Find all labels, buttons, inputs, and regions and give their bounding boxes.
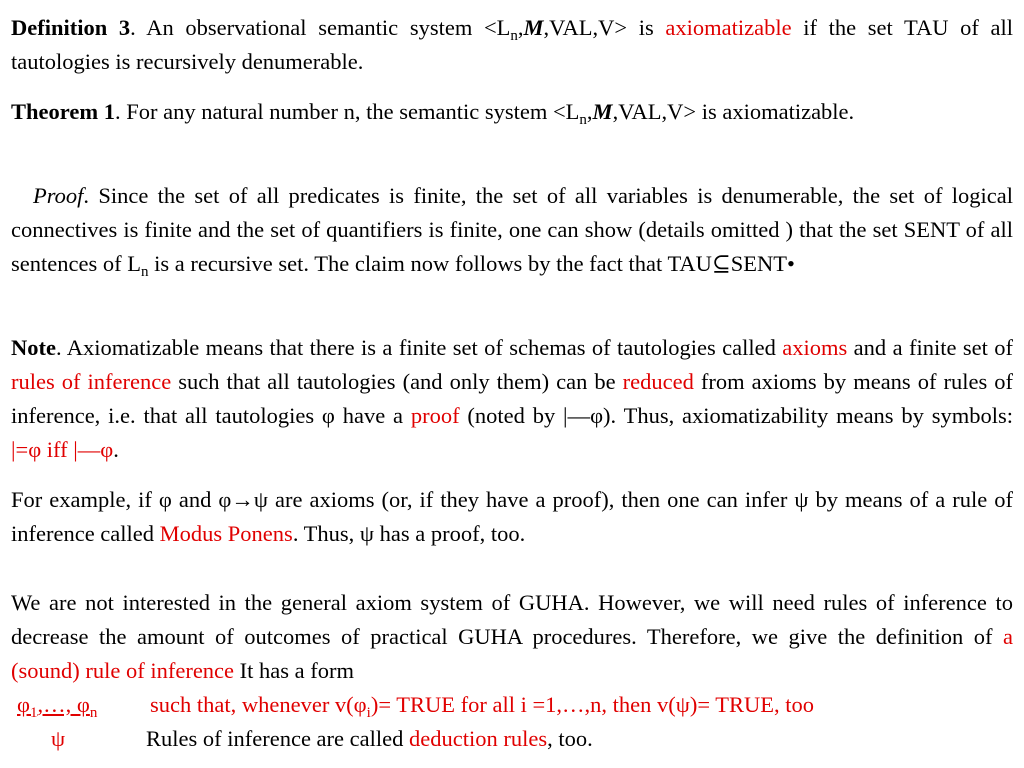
theorem-label: Theorem 1 (11, 99, 115, 124)
theorem-text: , (586, 99, 593, 124)
proof-paragraph (11, 179, 1013, 281)
rule-tail (146, 722, 593, 756)
rule-premise-subscript: 1 (30, 705, 38, 721)
rule-premises (17, 688, 97, 722)
rule-premise-subscript: n (89, 705, 98, 721)
note-paragraph (11, 331, 1013, 467)
guha-text: We are not interested in the general axiom system of GUHA. However, we will need rules of inference to decrease the amount of outcomes of practical GUHA procedures. Therefore, we give the definition of (11, 590, 1013, 649)
example-text: . Thus, ψ has a proof, too. (292, 521, 526, 546)
theorem-paragraph (11, 95, 1013, 129)
proof-text: is a recursive set. The claim now follows by the fact that TAU⊆SENT• (148, 251, 795, 276)
example-highlight-modus-ponens: Modus Ponens (159, 521, 293, 546)
note-text: . Axiomatizable means that there is a finite set of schemas of tautologies called (55, 335, 783, 360)
definition-model-symbol: M (523, 15, 544, 40)
rule-condition-text: such that, whenever v(φ (150, 692, 367, 717)
rule-premise-text: ,…, φ (37, 692, 90, 717)
note-highlight-proof: proof (410, 403, 460, 428)
guha-text: It has a form (234, 658, 354, 683)
theorem-text: . For any natural number n, the semantic system <L (114, 99, 580, 124)
definition-label: Definition 3 (11, 15, 131, 40)
guha-paragraph (11, 586, 1013, 688)
rule-conclusion: ψ (51, 726, 66, 751)
theorem-text: ,VAL,V> is axiomatizable. (612, 99, 855, 124)
note-text: such that all tautologies (and only them) can be (171, 369, 623, 394)
definition-text: . An observational semantic system <L (130, 15, 511, 40)
rule-condition (150, 688, 814, 722)
note-highlight-axioms: axioms (782, 335, 848, 360)
note-highlight-reduced: reduced (622, 369, 694, 394)
definition-text: ,VAL,V> is (543, 15, 666, 40)
definition-text: if the set TAU of all tautologies is recursively denumerable. (11, 15, 1013, 74)
note-label: Note (11, 335, 56, 360)
note-highlight-rules-of-inference: rules of inference (11, 369, 172, 394)
note-text: and a finite set of (847, 335, 1013, 360)
example-text: For example, if φ and φ→ψ are axioms (or, if they have a proof), then one can infer ψ by means of a rule of inference called (11, 487, 1013, 546)
rule-tail-text: , too. (547, 726, 593, 751)
note-text: . (113, 437, 119, 462)
rule-condition-text: )= TRUE for all i =1,…,n, then v(ψ)= TRUE, too (370, 692, 814, 717)
proof-label: Proof (33, 183, 84, 208)
rule-condition-subscript: i (366, 705, 371, 721)
rule-tail-highlight-deduction-rules: deduction rules (408, 726, 548, 751)
proof-text: . Since the set of all predicates is finite, the set of all variables is denumerable, the set of logical connectives is finite and the set of quantifiers is finite, one can show (details omitted ) that the set SENT of all sentences of L (11, 183, 1013, 276)
definition-text: , (517, 15, 524, 40)
note-text: from axioms by means of rules of inference, i.e. that all tautologies φ have a (11, 369, 1013, 428)
rule-tail-text: Rules of inference are called (146, 726, 409, 751)
example-paragraph (11, 483, 1013, 551)
note-highlight-symbols: |=φ iff |—φ (11, 437, 114, 462)
guha-highlight-sound-rule: a (sound) rule of inference (11, 624, 1013, 683)
theorem-subscript: n (579, 112, 587, 128)
theorem-model-symbol: M (592, 99, 613, 124)
definition-paragraph (11, 11, 1013, 79)
definition-highlight-axiomatizable: axiomatizable (665, 15, 792, 40)
definition-subscript: n (510, 28, 518, 44)
proof-subscript: n (140, 264, 149, 280)
rule-premise-phi: φ (17, 692, 30, 717)
note-text: (noted by |—φ). Thus, axiomatizability means by symbols: (459, 403, 1013, 428)
